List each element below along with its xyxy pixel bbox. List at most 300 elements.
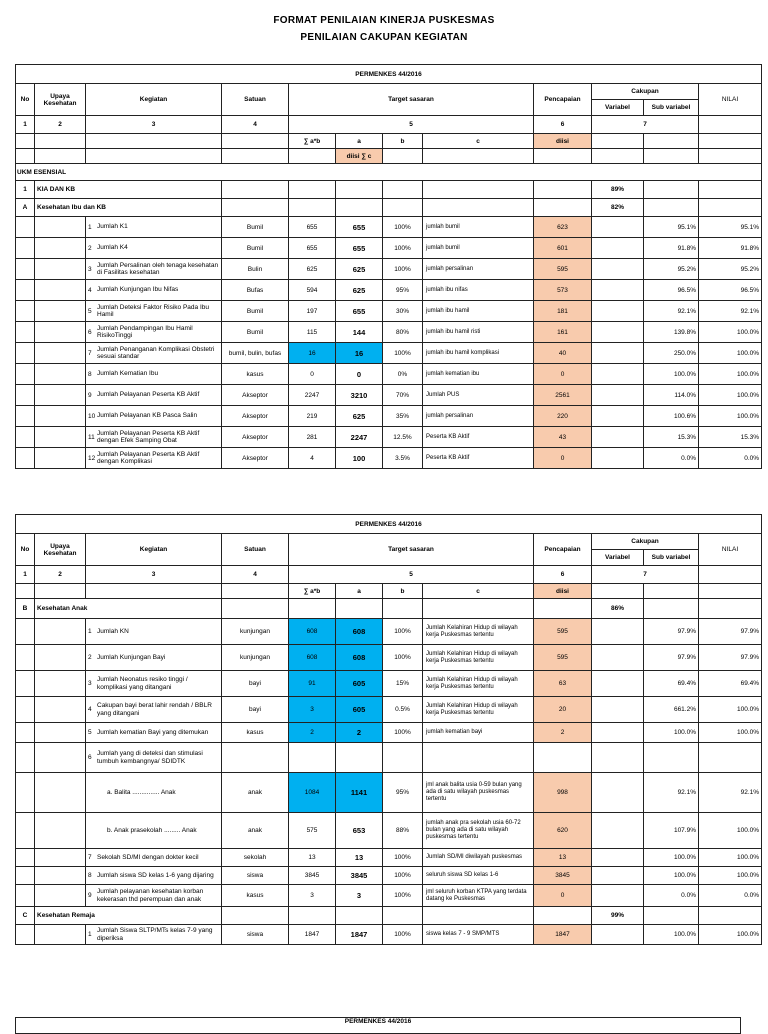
kegiatan-cell: [86, 849, 222, 867]
empty-cell: [423, 149, 534, 164]
kegiatan-number: 2: [88, 244, 92, 252]
empty-cell: [16, 238, 35, 259]
col-a: a: [336, 134, 383, 149]
col-number: 1: [16, 116, 35, 134]
empty-cell: [35, 849, 86, 867]
col-variabel-header: Variabel: [592, 550, 644, 566]
empty-cell: [222, 134, 289, 149]
satuan-cell: Bumil: [222, 238, 289, 259]
variabel-cell: [592, 849, 644, 867]
kegiatan-text: b. Anak prasekolah ......... Anak: [107, 826, 197, 834]
kegiatan-text: Jumlah Penanganan Komplikasi Obstetri sesuai standar: [97, 345, 215, 360]
b-cell: 100%: [383, 849, 423, 867]
table-row: [16, 343, 762, 364]
b-cell: 100%: [383, 925, 423, 945]
table-row: [16, 697, 762, 723]
kegiatan-number: 3: [88, 680, 92, 687]
empty-cell: [592, 149, 644, 164]
pencapaian-cell: 2: [534, 723, 592, 743]
a-cell: 3: [336, 885, 383, 907]
nilai-cell: 0.0%: [699, 448, 762, 469]
kegiatan-wrap: [88, 702, 219, 717]
b-cell: 88%: [383, 813, 423, 849]
table-row: [16, 448, 762, 469]
col-number: 6: [534, 566, 592, 584]
empty-cell: [86, 149, 222, 164]
kegiatan-number: 8: [88, 370, 92, 378]
col-pencapaian-header: Pencapaian: [534, 534, 592, 566]
empty-cell: [423, 907, 534, 925]
kegiatan-text: Jumlah K1: [97, 223, 128, 231]
empty-cell: [35, 867, 86, 885]
table-row: [16, 849, 762, 867]
col-pencapaian-header: Pencapaian: [534, 84, 592, 116]
empty-cell: [35, 280, 86, 301]
c-cell: jumlah persalinan: [423, 259, 534, 280]
col-subvariabel-header: Sub variabel: [644, 100, 699, 116]
col-sum-ab: ∑ a*b: [289, 584, 336, 599]
empty-cell: [222, 584, 289, 599]
sum-ab-cell: 608: [289, 645, 336, 671]
col-number: 4: [222, 566, 289, 584]
empty-cell: [35, 385, 86, 406]
variabel-cell: [592, 343, 644, 364]
sum-ab-cell: 575: [289, 813, 336, 849]
variabel-cell: [592, 364, 644, 385]
nilai-cell: 92.1%: [699, 773, 762, 813]
kegiatan-number: 1: [88, 628, 92, 635]
satuan-cell: bumil, bulin, bufas: [222, 343, 289, 364]
kegiatan-wrap: [88, 451, 219, 466]
empty-cell: [35, 697, 86, 723]
empty-cell: [699, 584, 762, 599]
col-number: 1: [16, 566, 35, 584]
sub-variabel-cell: 92.1%: [644, 773, 699, 813]
empty-cell: [289, 743, 336, 773]
sub-variabel-cell: 95.2%: [644, 259, 699, 280]
kegiatan-wrap: [88, 304, 219, 319]
empty-cell: [16, 697, 35, 723]
empty-cell: [336, 599, 383, 619]
kinerja-table-3-partial: [15, 1017, 741, 1034]
variabel-cell: [592, 301, 644, 322]
pencapaian-cell: 43: [534, 427, 592, 448]
c-cell: Jumlah SD/MI diwilayah puskesmas: [423, 849, 534, 867]
sum-ab-cell: 3845: [289, 867, 336, 885]
kegiatan-cell: [86, 925, 222, 945]
kegiatan-wrap: [88, 244, 219, 251]
c-cell: Jumlah Kelahiran Hidup di wilayah kerja Puskesmas tertentu: [423, 697, 534, 723]
satuan-cell: anak: [222, 773, 289, 813]
nilai-cell: 100.0%: [699, 364, 762, 385]
kegiatan-cell: [86, 885, 222, 907]
kegiatan-number: 11: [88, 433, 95, 441]
variabel-cell: [592, 697, 644, 723]
empty-cell: [699, 181, 762, 199]
sum-ab-cell: 2: [289, 723, 336, 743]
sum-ab-cell: 219: [289, 406, 336, 427]
empty-cell: [16, 448, 35, 469]
empty-cell: [16, 217, 35, 238]
a-cell: 655: [336, 217, 383, 238]
satuan-cell: bayi: [222, 697, 289, 723]
a-cell: 605: [336, 697, 383, 723]
sum-ab-cell: 2247: [289, 385, 336, 406]
sub-variabel-cell: 107.9%: [644, 813, 699, 849]
sub-variabel-cell: 114.0%: [644, 385, 699, 406]
kegiatan-text: Jumlah kematian Bayi yang ditemukan: [97, 728, 209, 736]
empty-cell: [35, 217, 86, 238]
empty-cell: [699, 599, 762, 619]
b-cell: 3.5%: [383, 448, 423, 469]
diisi-sum-cell: diisi ∑ c: [336, 149, 383, 164]
sum-ab-cell: 594: [289, 280, 336, 301]
empty-cell: [699, 116, 762, 134]
empty-cell: [423, 181, 534, 199]
b-cell: 100%: [383, 238, 423, 259]
table-row: [16, 773, 762, 813]
variabel-cell: [592, 813, 644, 849]
empty-cell: [222, 181, 289, 199]
section-label: Kesehatan Anak: [35, 599, 222, 619]
kegiatan-wrap: [88, 223, 219, 230]
pencapaian-cell: 0: [534, 448, 592, 469]
c-cell: jumlah persalinan: [423, 406, 534, 427]
pencapaian-cell: 13: [534, 849, 592, 867]
sub-variabel-cell: 139.8%: [644, 322, 699, 343]
kegiatan-text: Jumlah yang di deteksi dan stimulasi tumbuh kembangnya/ SDIDTK: [97, 750, 203, 765]
c-cell: jml anak balita usia 0-59 bulan yang ada di satu wilayah puskesmas tertentu: [423, 773, 534, 813]
pencapaian-cell: 3845: [534, 867, 592, 885]
empty-cell: [35, 885, 86, 907]
kegiatan-wrap: [88, 927, 219, 942]
kegiatan-text: Jumlah Pelayanan Peserta KB Aktif dengan Efek Samping Obat: [97, 429, 200, 444]
a-cell: 144: [336, 322, 383, 343]
empty-cell: [16, 813, 35, 849]
empty-cell: [35, 427, 86, 448]
sum-ab-cell: 655: [289, 217, 336, 238]
empty-cell: [699, 907, 762, 925]
nilai-cell: 100.0%: [699, 813, 762, 849]
col-target-header: Target sasaran: [289, 84, 534, 116]
pencapaian-cell: 595: [534, 645, 592, 671]
empty-cell: [383, 181, 423, 199]
empty-cell: [289, 181, 336, 199]
kegiatan-wrap: [88, 286, 219, 293]
b-cell: 100%: [383, 867, 423, 885]
b-cell: 100%: [383, 343, 423, 364]
empty-cell: [35, 259, 86, 280]
col-no-header: No: [16, 534, 35, 566]
a-cell: 625: [336, 280, 383, 301]
variabel-cell: [592, 645, 644, 671]
empty-cell: [289, 199, 336, 217]
c-cell: jumlah anak pra sekolah usia 60-72 bulan yang ada di satu wilayah puskesmas tertentu: [423, 813, 534, 849]
kegiatan-wrap: [88, 872, 219, 879]
satuan-cell: Bumil: [222, 322, 289, 343]
satuan-cell: Akseptor: [222, 406, 289, 427]
kegiatan-cell: [86, 813, 222, 849]
table-row: [16, 427, 762, 448]
b-cell: 0.5%: [383, 697, 423, 723]
sub-variabel-cell: 100.0%: [644, 867, 699, 885]
kegiatan-text: Jumlah Kunjungan Ibu Nifas: [97, 286, 179, 294]
empty-cell: [289, 149, 336, 164]
nilai-cell: 97.9%: [699, 645, 762, 671]
satuan-cell: Akseptor: [222, 385, 289, 406]
kegiatan-wrap: [88, 750, 219, 765]
kegiatan-cell: [86, 723, 222, 743]
table-row: [16, 671, 762, 697]
col-subvariabel-header: Sub variabel: [644, 550, 699, 566]
empty-cell: [644, 584, 699, 599]
empty-cell: [592, 584, 644, 599]
c-cell: jumlah kematian bayi: [423, 723, 534, 743]
c-cell: seluruh siswa SD kelas 1-6: [423, 867, 534, 885]
variabel-cell: [592, 619, 644, 645]
empty-cell: [35, 723, 86, 743]
pencapaian-cell: 595: [534, 619, 592, 645]
kegiatan-text: Jumlah Pelayanan Peserta KB Aktif: [97, 391, 200, 399]
kegiatan-number: 3: [88, 265, 92, 273]
col-number: 6: [534, 116, 592, 134]
kegiatan-wrap: [88, 325, 219, 340]
section-variabel: 82%: [592, 199, 644, 217]
table-row: [16, 259, 762, 280]
col-number: 4: [222, 116, 289, 134]
a-cell: 16: [336, 343, 383, 364]
c-cell: Jumlah PUS: [423, 385, 534, 406]
pencapaian-cell: 998: [534, 773, 592, 813]
nilai-cell: 100.0%: [699, 849, 762, 867]
variabel-cell: [592, 925, 644, 945]
kegiatan-wrap: [88, 654, 219, 661]
c-cell: Peserta KB Aktif: [423, 427, 534, 448]
kegiatan-cell: [86, 773, 222, 813]
variabel-cell: [592, 427, 644, 448]
table-row: [16, 867, 762, 885]
col-number: 2: [35, 116, 86, 134]
a-cell: 1847: [336, 925, 383, 945]
satuan-cell: Akseptor: [222, 448, 289, 469]
table-row: [16, 322, 762, 343]
empty-cell: [644, 134, 699, 149]
col-cakupan-header: Cakupan: [592, 84, 699, 100]
nilai-cell: 91.8%: [699, 238, 762, 259]
kegiatan-text: Cakupan bayi berat lahir rendah / BBLR yang ditangani: [97, 702, 212, 717]
empty-cell: [534, 199, 592, 217]
col-cakupan-header: Cakupan: [592, 534, 699, 550]
nilai-cell: 15.3%: [699, 427, 762, 448]
empty-cell: [289, 907, 336, 925]
empty-cell: [534, 149, 592, 164]
variabel-cell: [592, 448, 644, 469]
empty-cell: [35, 619, 86, 645]
sub-variabel-cell: 661.2%: [644, 697, 699, 723]
empty-cell: [592, 743, 644, 773]
kegiatan-text: Jumlah pelayanan kesehatan korban kekerasan thd perempuan dan anak: [97, 888, 204, 903]
c-cell: Jumlah Kelahiran Hidup di wilayah kerja Puskesmas tertentu: [423, 671, 534, 697]
empty-cell: [423, 199, 534, 217]
a-cell: 13: [336, 849, 383, 867]
a-cell: 3845: [336, 867, 383, 885]
empty-cell: [16, 743, 35, 773]
a-cell: 605: [336, 671, 383, 697]
col-number: 7: [592, 116, 699, 134]
b-cell: 30%: [383, 301, 423, 322]
kegiatan-text: Jumlah Siswa SLTP/MTs kelas 7-9 yang diperiksa: [97, 927, 213, 942]
kegiatan-number: 6: [88, 754, 92, 761]
b-cell: 100%: [383, 723, 423, 743]
kegiatan-text: Jumlah Pelayanan KB Pasca Salin: [97, 412, 198, 420]
kegiatan-number: 1: [88, 223, 92, 231]
sub-variabel-cell: 91.8%: [644, 238, 699, 259]
col-sum-ab: ∑ a*b: [289, 134, 336, 149]
kegiatan-number: 2: [88, 654, 92, 661]
empty-cell: [644, 743, 699, 773]
nilai-cell: 100.0%: [699, 406, 762, 427]
kegiatan-cell: [86, 364, 222, 385]
kegiatan-number: 7: [88, 349, 92, 357]
satuan-cell: anak: [222, 813, 289, 849]
b-cell: 15%: [383, 671, 423, 697]
sum-ab-cell: 16: [289, 343, 336, 364]
c-cell: jumlah ibu hamil komplikasi: [423, 343, 534, 364]
a-cell: 655: [336, 301, 383, 322]
col-kegiatan-header: Kegiatan: [86, 534, 222, 566]
kegiatan-cell: [86, 238, 222, 259]
kegiatan-wrap: [88, 676, 219, 691]
kegiatan-number: 10: [88, 412, 96, 420]
sum-ab-cell: 1847: [289, 925, 336, 945]
kegiatan-number: 5: [88, 729, 92, 736]
satuan-cell: kasus: [222, 723, 289, 743]
kegiatan-wrap: [88, 827, 219, 834]
empty-cell: [35, 645, 86, 671]
kegiatan-text: Jumlah Kematian Ibu: [97, 370, 159, 378]
sub-variabel-cell: 100.6%: [644, 406, 699, 427]
nilai-cell: 96.5%: [699, 280, 762, 301]
empty-cell: [16, 134, 35, 149]
col-number: 5: [289, 566, 534, 584]
kegiatan-cell: [86, 259, 222, 280]
kegiatan-cell: [86, 322, 222, 343]
section-label: Kesehatan Ibu dan KB: [35, 199, 222, 217]
pencapaian-cell: 1847: [534, 925, 592, 945]
a-cell: 625: [336, 259, 383, 280]
a-cell: 655: [336, 238, 383, 259]
kegiatan-wrap: [88, 888, 219, 903]
variabel-cell: [592, 773, 644, 813]
col-satuan-header: Satuan: [222, 84, 289, 116]
sum-ab-cell: 281: [289, 427, 336, 448]
kegiatan-text: Jumlah KN: [97, 627, 129, 635]
section-number: C: [16, 907, 35, 925]
col-number: 2: [35, 566, 86, 584]
kegiatan-text: Jumlah Persalinan oleh tenaga kesehatan di Fasilitas kesehatan: [97, 261, 219, 276]
kegiatan-number: 9: [88, 391, 92, 399]
kegiatan-text: Jumlah Neonatus resiko tinggi / komplikasi yang ditangani: [97, 676, 188, 691]
section-variabel: 86%: [592, 599, 644, 619]
a-cell: 2247: [336, 427, 383, 448]
empty-cell: [16, 301, 35, 322]
empty-cell: [16, 322, 35, 343]
permenkes-header: PERMENKES 44/2016: [16, 515, 762, 534]
empty-cell: [35, 584, 86, 599]
empty-cell: [35, 343, 86, 364]
nilai-cell: 92.1%: [699, 301, 762, 322]
nilai-cell: 100.0%: [699, 385, 762, 406]
kegiatan-wrap: [88, 729, 219, 736]
sum-ab-cell: 3: [289, 697, 336, 723]
empty-cell: [16, 849, 35, 867]
nilai-cell: 100.0%: [699, 925, 762, 945]
kegiatan-text: Jumlah Pendampingan Ibu Hamil RisikoTinggi: [97, 324, 193, 339]
a-cell: 625: [336, 406, 383, 427]
pencapaian-cell: 0: [534, 364, 592, 385]
kegiatan-wrap: [88, 789, 219, 796]
kegiatan-wrap: [88, 854, 219, 861]
sum-ab-cell: 625: [289, 259, 336, 280]
ukm-esensial-label: UKM ESENSIAL: [16, 164, 762, 181]
table-row: [16, 406, 762, 427]
b-cell: 95%: [383, 773, 423, 813]
a-cell: 608: [336, 619, 383, 645]
pencapaian-cell: 220: [534, 406, 592, 427]
kegiatan-cell: [86, 280, 222, 301]
col-b: b: [383, 584, 423, 599]
table-row: [16, 217, 762, 238]
col-upaya-header: Upaya Kesehatan: [35, 534, 86, 566]
empty-cell: [592, 134, 644, 149]
kegiatan-wrap: [88, 346, 219, 361]
pencapaian-cell: 161: [534, 322, 592, 343]
empty-cell: [423, 599, 534, 619]
col-nilai-header: NILAI: [699, 84, 762, 116]
table-row: [16, 301, 762, 322]
c-cell: Jumlah Kelahiran Hidup di wilayah kerja Puskesmas tertentu: [423, 645, 534, 671]
a-cell: 100: [336, 448, 383, 469]
kegiatan-number: 1: [88, 931, 92, 938]
col-number: 5: [289, 116, 534, 134]
satuan-cell: siswa: [222, 925, 289, 945]
variabel-cell: [592, 867, 644, 885]
col-diisi: diisi: [534, 134, 592, 149]
satuan-cell: siswa: [222, 867, 289, 885]
empty-cell: [35, 322, 86, 343]
empty-cell: [35, 301, 86, 322]
empty-cell: [222, 599, 289, 619]
empty-cell: [86, 584, 222, 599]
b-cell: 80%: [383, 322, 423, 343]
kegiatan-number: 4: [88, 706, 92, 713]
empty-cell: [644, 599, 699, 619]
col-upaya-header: Upaya Kesehatan: [35, 84, 86, 116]
empty-cell: [383, 199, 423, 217]
empty-cell: [16, 619, 35, 645]
table-row: [16, 645, 762, 671]
col-number: 7: [592, 566, 699, 584]
satuan-cell: kunjungan: [222, 619, 289, 645]
pencapaian-cell: 573: [534, 280, 592, 301]
sum-ab-cell: 197: [289, 301, 336, 322]
kegiatan-cell: [86, 448, 222, 469]
table-row: [16, 743, 762, 773]
variabel-cell: [592, 671, 644, 697]
a-cell: 0: [336, 364, 383, 385]
sub-variabel-cell: 96.5%: [644, 280, 699, 301]
document-title: FORMAT PENILAIAN KINERJA PUSKESMAS: [273, 15, 495, 26]
